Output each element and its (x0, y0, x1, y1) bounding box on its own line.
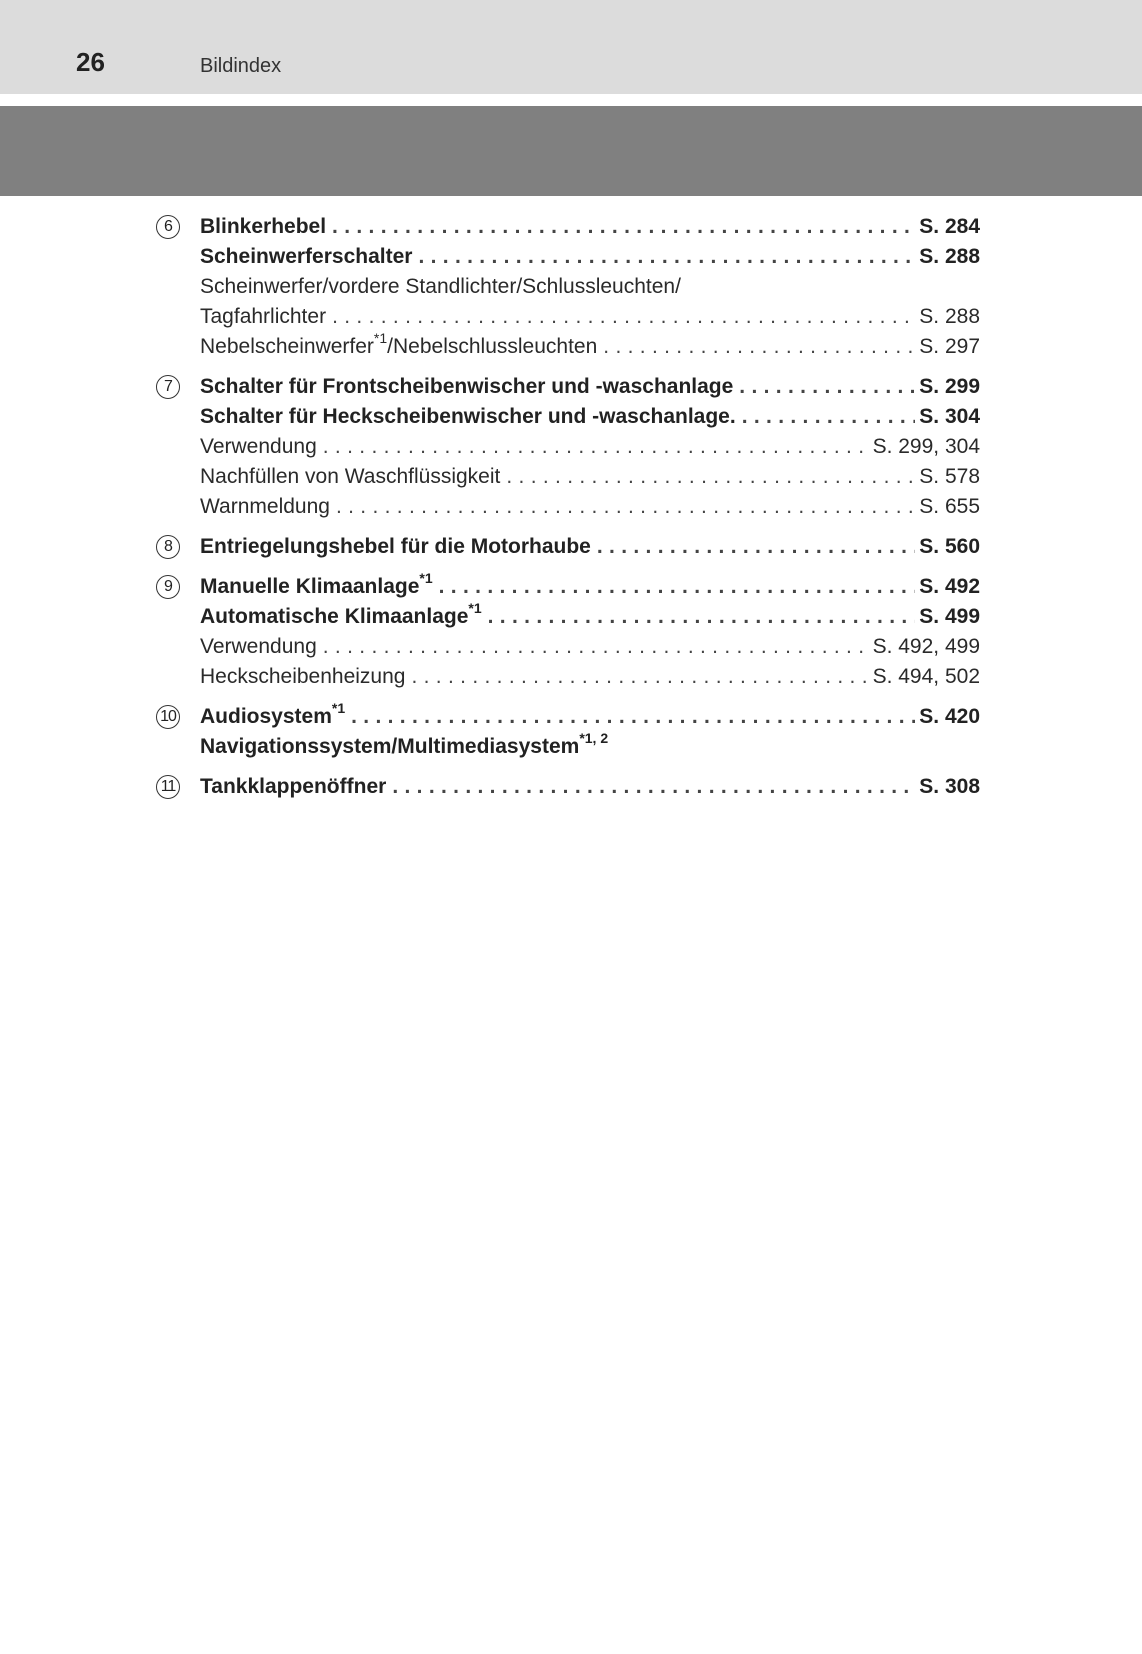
page-reference: S. 578 (919, 465, 980, 488)
leader-dots (597, 534, 915, 560)
page-reference: S. 299, 304 (872, 435, 980, 458)
index-entry (200, 600, 980, 630)
page-reference: S. 420 (919, 705, 980, 728)
group-marker: 6 (156, 215, 180, 239)
leader-dots (392, 774, 915, 800)
leader-dots (418, 244, 915, 270)
chapter-band (0, 106, 1142, 196)
entry-label (200, 634, 323, 660)
group-marker: 10 (156, 705, 180, 729)
index-entry (200, 400, 980, 430)
entry-label-text: Entriegelungshebel für die Motorhaube (200, 535, 591, 558)
entry-label-text: Heckscheibenheizung (200, 665, 406, 688)
index-entry (200, 270, 980, 300)
leader-dots (323, 434, 869, 460)
leader-dots (351, 704, 915, 730)
page-number: 26 (76, 47, 105, 77)
entry-label (200, 700, 351, 730)
entry-label (200, 244, 418, 270)
index-entry (200, 210, 980, 240)
index-entry (200, 370, 980, 400)
index-entry (200, 630, 980, 660)
page-reference: S. 288 (919, 305, 980, 328)
entry-label (200, 664, 411, 690)
index-entry (200, 530, 980, 560)
index-entry (200, 490, 980, 520)
index-entry (200, 240, 980, 270)
page-reference: S. 494, 502 (872, 665, 980, 688)
entry-label-text: Automatische Klimaanlage (200, 605, 469, 628)
entry-label-text: Schalter für Frontscheibenwischer und -waschanlage (200, 375, 734, 398)
entry-label-text: Warnmeldung (200, 495, 330, 518)
page-reference: S. 499 (919, 605, 980, 628)
entry-label-text: Scheinwerfer/vordere Standlichter/Schlussleuchten/ (200, 275, 681, 298)
entry-label (200, 730, 609, 760)
group-marker: 7 (156, 375, 180, 399)
entry-label (200, 600, 488, 630)
page-reference: S. 308 (919, 775, 980, 798)
group-marker: 11 (156, 775, 180, 799)
entry-label (200, 214, 332, 240)
entry-label-suffix: /Nebelschlussleuchten (387, 335, 598, 358)
group-marker: 8 (156, 535, 180, 559)
entry-label-text: Tagfahrlichter (200, 305, 327, 328)
entry-label (200, 534, 597, 560)
page-reference: S. 492 (919, 575, 980, 598)
entry-label (200, 464, 506, 490)
page-reference: S. 297 (919, 335, 980, 358)
entry-label-text: Scheinwerferschalter (200, 245, 413, 268)
index-entry (200, 570, 980, 600)
footnote-mark: *1 (468, 600, 482, 616)
leader-dots (742, 404, 916, 430)
entry-label (200, 570, 439, 600)
entry-label-text: Tankklappenöffner (200, 775, 387, 798)
footnote-mark: *1, 2 (579, 730, 609, 746)
leader-dots (439, 574, 916, 600)
entry-label (200, 774, 392, 800)
entry-label (200, 274, 681, 300)
leader-dots (603, 334, 915, 360)
leader-dots (336, 494, 915, 520)
entry-label-text: Navigationssystem/Multimediasystem (200, 735, 580, 758)
index-entry (200, 660, 980, 690)
index-entry (200, 330, 980, 360)
entry-label (200, 434, 323, 460)
index-entry (200, 300, 980, 330)
header-gap (0, 94, 1142, 106)
leader-dots (506, 464, 915, 490)
group-marker: 9 (156, 575, 180, 599)
entry-label-text: Nebelscheinwerfer (200, 335, 374, 358)
header-band (0, 0, 1142, 94)
index-entry (200, 770, 980, 800)
page-reference: S. 655 (919, 495, 980, 518)
leader-dots (411, 664, 868, 690)
index-entry (200, 730, 980, 760)
leader-dots (488, 604, 916, 630)
entry-label (200, 494, 336, 520)
entry-label-text: Schalter für Heckscheibenwischer und -waschanlage. (200, 405, 736, 428)
section-title: Bildindex (200, 55, 282, 77)
index-entry (200, 460, 980, 490)
page-reference: S. 560 (919, 535, 980, 558)
page-reference: S. 492, 499 (872, 635, 980, 658)
entry-label-text: Audiosystem (200, 705, 332, 728)
leader-dots (323, 634, 869, 660)
entry-label-text: Verwendung (200, 635, 317, 658)
entry-label-text: Blinkerhebel (200, 215, 327, 238)
footnote-mark: *1 (419, 570, 433, 586)
entry-label-text: Manuelle Klimaanlage (200, 575, 420, 598)
footnote-mark: *1 (331, 700, 346, 716)
entry-label (200, 374, 739, 400)
entry-label (200, 330, 603, 360)
index-entry (200, 700, 980, 730)
footnote-mark: *1 (373, 330, 388, 346)
leader-dots (332, 304, 915, 330)
entry-label-text: Verwendung (200, 435, 317, 458)
entry-label-text: Nachfüllen von Waschflüssigkeit (200, 465, 501, 488)
page-reference: S. 288 (919, 245, 980, 268)
page-reference: S. 299 (919, 375, 980, 398)
entry-label (200, 304, 332, 330)
entry-label (200, 404, 742, 430)
leader-dots (332, 214, 915, 240)
leader-dots (739, 374, 915, 400)
page-reference: S. 284 (919, 215, 980, 238)
index-entry (200, 430, 980, 460)
page-reference: S. 304 (919, 405, 980, 428)
